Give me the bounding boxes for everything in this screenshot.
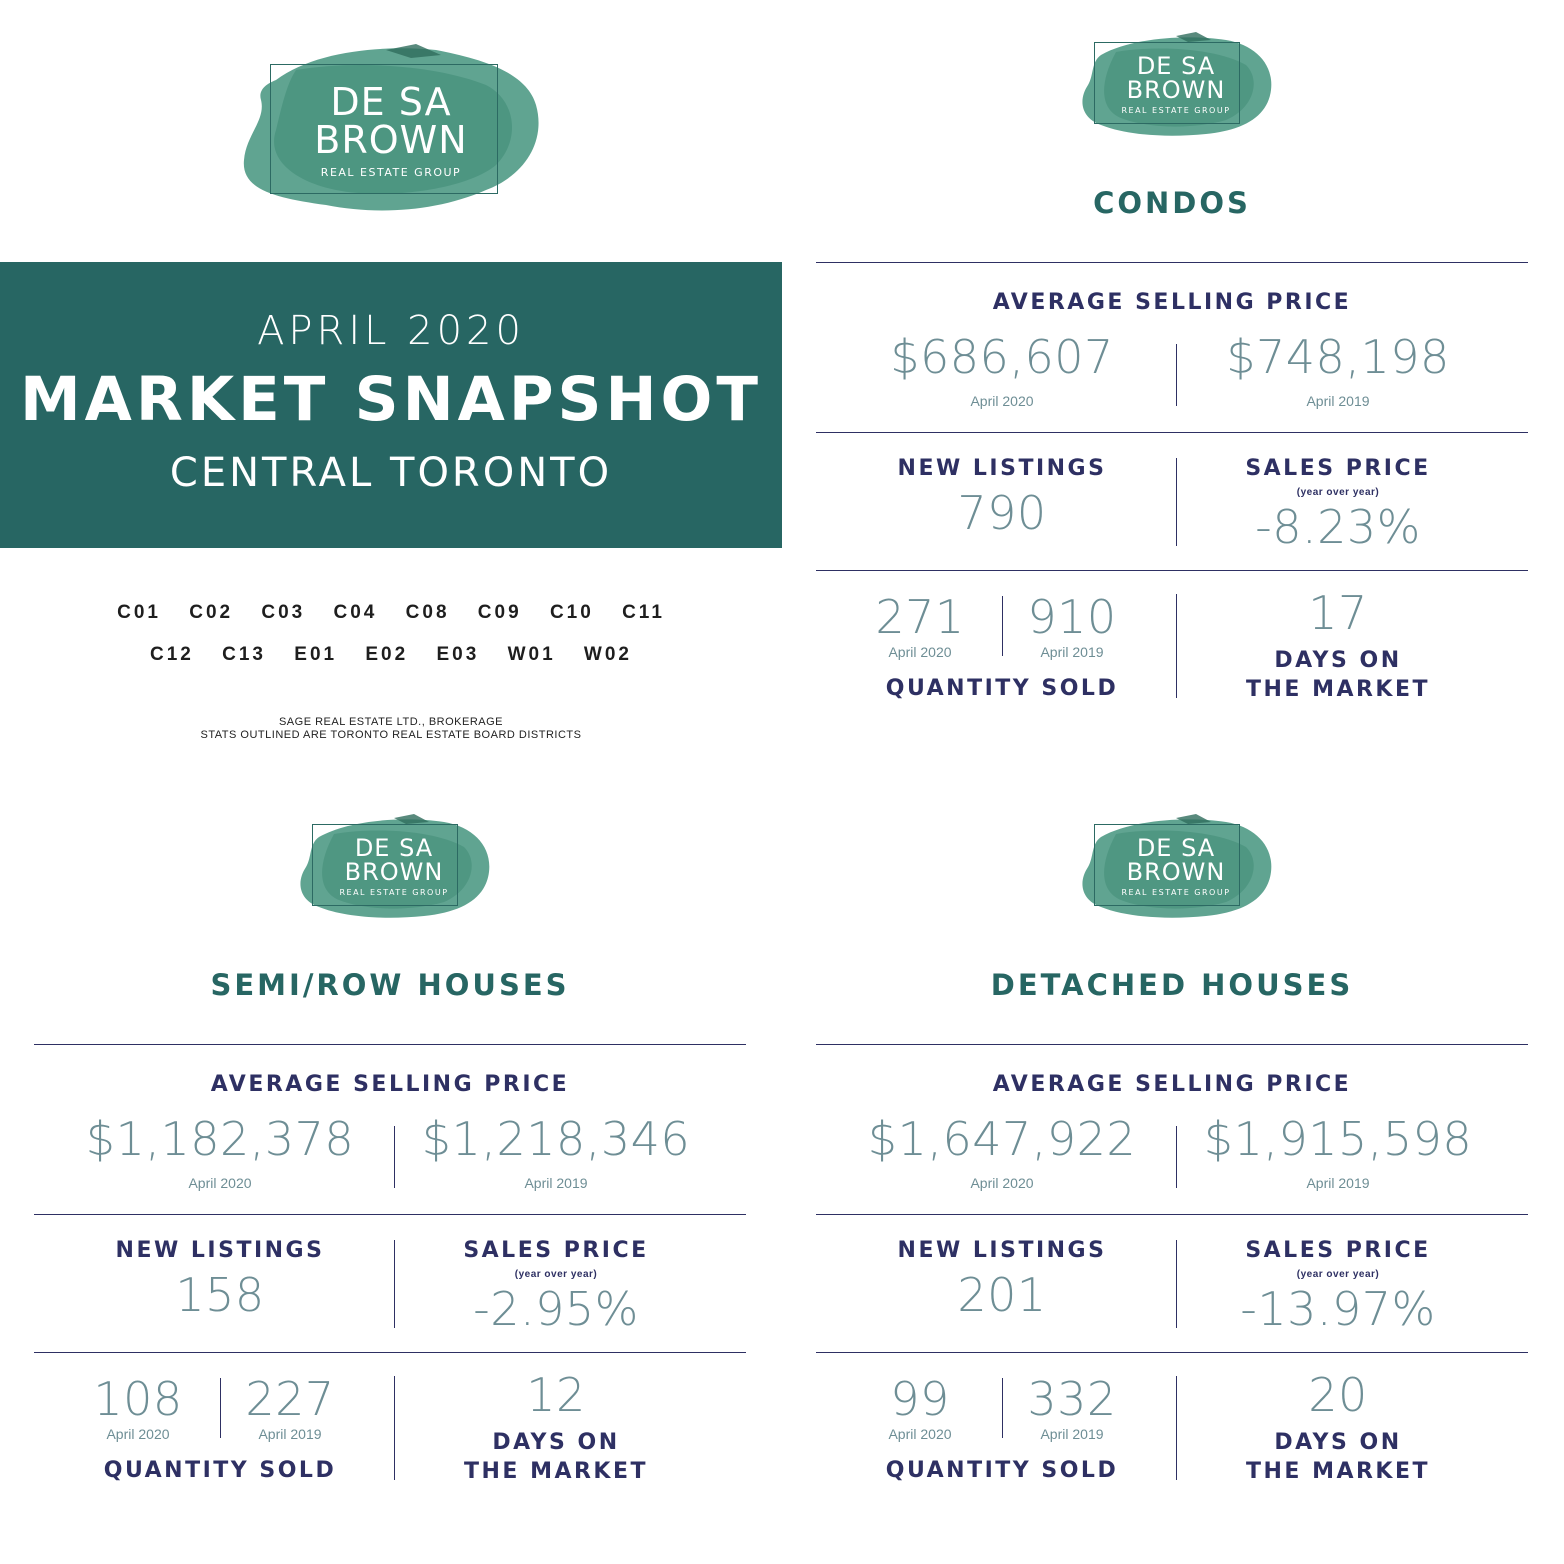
district-code: E01 [294, 644, 338, 665]
districts-row-1 [0, 602, 782, 624]
condos-sold-2019: 910 [1027, 590, 1117, 644]
divider [816, 1214, 1528, 1215]
logo-text-de-sa: DE SA [1136, 52, 1216, 80]
semi-sold-2019-caption: April 2019 [258, 1426, 322, 1442]
detached-avg-2020: $1,647,922 [867, 1112, 1137, 1166]
footnote-stats: STATS OUTLINED ARE TORONTO REAL ESTATE BOARD DISTRICTS [200, 729, 582, 741]
district-code: C04 [333, 602, 378, 623]
semi-yoy-caption: (year over year) [514, 1269, 598, 1280]
logo-text-brown: BROWN [1126, 858, 1226, 886]
detached-yoy-caption: (year over year) [1296, 1269, 1380, 1280]
semi-sales-price-change: -2.95% [473, 1282, 639, 1336]
district-code: C12 [150, 644, 194, 665]
district-code: W01 [507, 644, 556, 665]
semi-new-listings: 158 [175, 1268, 265, 1322]
detached-sold-2019-caption: April 2019 [1040, 1426, 1104, 1442]
banner-area: CENTRAL TORONTO [169, 450, 613, 496]
detached-days-on-market: 20 [1308, 1368, 1368, 1422]
detached-quantity-sold-label: QUANTITY SOLD [885, 1458, 1119, 1483]
detached-avg-price-label: AVERAGE SELLING PRICE [992, 1072, 1352, 1097]
section-logo [1076, 30, 1276, 140]
title-banner [0, 262, 782, 548]
section-logo [294, 812, 494, 922]
condos-quantity-sold-label: QUANTITY SOLD [885, 676, 1119, 701]
divider [34, 1044, 746, 1045]
district-code: C08 [405, 602, 450, 623]
semi-the-market-label: THE MARKET [463, 1459, 649, 1484]
district-code: C03 [261, 602, 306, 623]
detached-title: DETACHED HOUSES [990, 968, 1354, 1002]
detached-the-market-label: THE MARKET [1245, 1459, 1431, 1484]
divider [394, 1376, 395, 1480]
condos-new-listings: 790 [957, 486, 1047, 540]
divider [1176, 458, 1177, 546]
semi-avg-2019-caption: April 2019 [524, 1175, 588, 1191]
semi-sales-price-label: SALES PRICE [463, 1238, 649, 1263]
condos-sold-2019-caption: April 2019 [1040, 644, 1104, 660]
district-code: C11 [622, 602, 665, 623]
detached-avg-2019-caption: April 2019 [1306, 1175, 1370, 1191]
condos-yoy-caption: (year over year) [1296, 487, 1380, 498]
divider [816, 570, 1528, 571]
semi-days-on-market: 12 [526, 1368, 586, 1422]
condos-avg-2019: $748,198 [1226, 330, 1450, 384]
semi-sold-2020: 108 [93, 1372, 183, 1426]
semi-avg-price-label: AVERAGE SELLING PRICE [210, 1072, 570, 1097]
semi-avg-2019: $1,218,346 [421, 1112, 691, 1166]
district-code: C09 [477, 602, 522, 623]
condos-avg-2019-caption: April 2019 [1306, 393, 1370, 409]
detached-new-listings-label: NEW LISTINGS [897, 1238, 1107, 1263]
logo-text-brown: BROWN [1126, 76, 1226, 104]
district-code: E02 [365, 644, 409, 665]
logo-text-group: REAL ESTATE GROUP [320, 166, 462, 179]
divider [1176, 344, 1177, 406]
detached-sold-2020-caption: April 2020 [888, 1426, 952, 1442]
condos-sales-price-change: -8.23% [1255, 500, 1421, 554]
divider [1176, 1126, 1177, 1188]
divider [1002, 1378, 1003, 1438]
district-code: C10 [549, 602, 594, 623]
condos-avg-2020: $686,607 [890, 330, 1114, 384]
condos-avg-2020-caption: April 2020 [970, 393, 1034, 409]
condos-avg-price-label: AVERAGE SELLING PRICE [992, 290, 1352, 315]
condos-days-on-label: DAYS ON [1274, 648, 1402, 673]
detached-new-listings: 201 [957, 1268, 1047, 1322]
district-code: C02 [189, 602, 234, 623]
logo-text-de-sa: DE SA [1136, 834, 1216, 862]
footnote-brokerage: SAGE REAL ESTATE LTD., BROKERAGE [278, 716, 504, 728]
logo-text-de-sa: DE SA [330, 80, 452, 124]
semi-avg-2020-caption: April 2020 [188, 1175, 252, 1191]
semi-sold-2020-caption: April 2020 [106, 1426, 170, 1442]
detached-sales-price-label: SALES PRICE [1245, 1238, 1431, 1263]
district-code: C13 [222, 644, 266, 665]
detached-days-on-label: DAYS ON [1274, 1430, 1402, 1455]
detached-sold-2019: 332 [1027, 1372, 1117, 1426]
divider [816, 1352, 1528, 1353]
banner-title: MARKET SNAPSHOT [19, 364, 763, 435]
logo-text-brown: BROWN [344, 858, 444, 886]
divider [34, 1352, 746, 1353]
divider [816, 262, 1528, 263]
logo-text-group: REAL ESTATE GROUP [1121, 106, 1231, 115]
divider [1002, 596, 1003, 656]
condos-sold-2020-caption: April 2020 [888, 644, 952, 660]
divider [220, 1378, 221, 1438]
condos-the-market-label: THE MARKET [1245, 677, 1431, 702]
district-code: W02 [583, 644, 632, 665]
detached-avg-2020-caption: April 2020 [970, 1175, 1034, 1191]
condos-days-on-market: 17 [1308, 586, 1368, 640]
detached-sold-2020: 99 [890, 1372, 950, 1426]
logo-text-de-sa: DE SA [354, 834, 434, 862]
logo-text-group: REAL ESTATE GROUP [1121, 888, 1231, 897]
condos-new-listings-label: NEW LISTINGS [897, 456, 1107, 481]
section-logo [1076, 812, 1276, 922]
banner-month: APRIL 2020 [257, 308, 525, 354]
divider [816, 1044, 1528, 1045]
divider [1176, 1376, 1177, 1480]
semi-days-on-label: DAYS ON [492, 1430, 620, 1455]
logo-text-group: REAL ESTATE GROUP [339, 888, 449, 897]
semi-title: SEMI/ROW HOUSES [210, 968, 570, 1002]
divider [816, 432, 1528, 433]
detached-avg-2019: $1,915,598 [1203, 1112, 1473, 1166]
semi-quantity-sold-label: QUANTITY SOLD [103, 1458, 337, 1483]
logo-text-brown: BROWN [314, 118, 468, 162]
condos-sold-2020: 271 [875, 590, 965, 644]
main-logo [236, 40, 546, 220]
districts-row-2 [0, 644, 782, 666]
detached-sales-price-change: -13.97% [1240, 1282, 1436, 1336]
divider [394, 1126, 395, 1188]
district-code: E03 [436, 644, 480, 665]
semi-new-listings-label: NEW LISTINGS [115, 1238, 325, 1263]
semi-avg-2020: $1,182,378 [85, 1112, 355, 1166]
divider [1176, 1240, 1177, 1328]
condos-title: CONDOS [1093, 186, 1251, 220]
semi-sold-2019: 227 [245, 1372, 335, 1426]
district-code: C01 [117, 602, 161, 623]
condos-sales-price-label: SALES PRICE [1245, 456, 1431, 481]
divider [1176, 594, 1177, 698]
footnote [0, 716, 782, 742]
divider [34, 1214, 746, 1215]
divider [394, 1240, 395, 1328]
